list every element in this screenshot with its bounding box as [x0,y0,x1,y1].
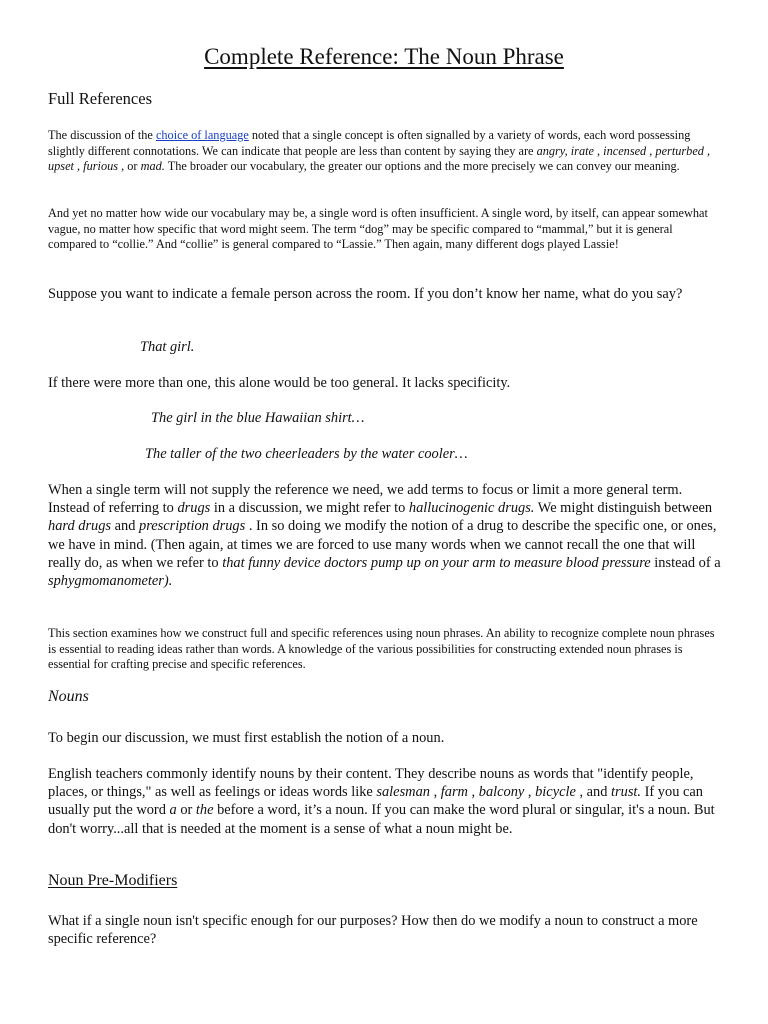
text-run: , [467,784,479,801]
text-run: . In so doing we modify the notion of a drug to describe the specific one, or ones, we have in mind. (Then again, at times we are forced to use many words when we cannot recall the one that will really do, as when we refer to [48,518,717,571]
italic-run: mad. [140,159,165,174]
text-run: or [176,802,196,819]
example-hawaiian-shirt: The girl in the blue Hawaiian shirt… [151,410,365,426]
text-run: noted that a single concept is often signalled by a variety of words, each word possessing slightly different connotations. We can indicate that people are less than content by saying they are [48,128,691,158]
text-run: , or [118,159,141,174]
italic-run: sphygmomanometer). [48,573,173,590]
italic-run: farm [440,784,468,801]
italic-run: prescription drugs [139,518,246,535]
paragraph-female-person: Suppose you want to indicate a female person across the room. If you don’t know her name, what do you say? [48,286,683,302]
paragraph-too-general: If there were more than one, this alone would be too general. It lacks specificity. [48,375,511,391]
italic-run: balcony [478,784,525,801]
heading-noun-pre-modifiers: Noun Pre-Modifiers [48,872,178,889]
heading-full-references: Full References [48,89,153,108]
paragraph-single-word: And yet no matter how wide our vocabulary may be, a single word is often insufficient. A single word, by itself, can appear somewhat vague, no matter how specific that word might seem. The term “dog” may be specific compared to “mammal,” but it is general compared to “collie.” And “collie” is general compared to “Lassie.” Then again, many different dogs played Lassie! [48,206,708,252]
italic-run: the [195,802,214,819]
page-title: Complete Reference: The Noun Phrase [204,44,564,69]
example-cheerleaders: The taller of the two cheerleaders by the water cooler… [145,446,468,462]
text-run: English teachers commonly identify nouns by their content. They describe nouns as words that "identify people, places, or things," as well as feelings or ideas words like [48,766,694,801]
paragraph-single-noun-question: What if a single noun isn't specific enough for our purposes? How then do we modify a noun to construct a more specific reference? [48,913,698,948]
italic-run: bicycle [535,784,576,801]
text-run: and [111,518,140,535]
italic-run: drugs [177,500,211,517]
text-run: When a single term will not supply the reference we need, we add terms to focus or limit a more general term. Instead of referring to [48,482,683,517]
italic-run: that funny device doctors pump up on your arm to measure blood pressure [222,554,651,571]
italic-run: angry, irate , incensed , perturbed , upset , furious [48,143,711,174]
heading-nouns: Nouns [48,688,89,705]
paragraph-modify-drugs [48,481,725,590]
italic-run: a [169,802,177,819]
italic-run: trust. [611,784,642,801]
text-run: The broader our vocabulary, the greater our options and the more precisely we can convey our meaning. [164,159,680,174]
text-run: instead of a [650,554,721,571]
text-run: The discussion of the [48,128,156,142]
paragraph-identify-nouns [48,765,725,838]
italic-run: salesman [376,784,430,801]
italic-run: hard drugs [48,518,112,535]
text-run: in a discussion, we might refer to [210,500,409,517]
text-run: , and [575,784,612,801]
paragraph-choice-of-language [48,128,723,175]
text-run: , [429,784,441,801]
text-run: We might distinguish between [534,500,713,517]
text-run: If you can usually put the word [48,784,703,819]
italic-run: hallucinogenic drugs. [408,500,535,517]
paragraph-section-overview: This section examines how we construct full and specific references using noun phrases. An ability to recognize complete noun phrases is essential to reading ideas rather than words. A knowledge of the various possibilities for constructing extended noun phrases is essential for crafting precise and specific references. [48,626,715,672]
paragraph-begin-discussion: To begin our discussion, we must first establish the notion of a noun. [48,730,445,746]
choice-of-language-link[interactable]: choice of language [155,128,249,142]
text-run: , [524,784,536,801]
example-that-girl: That girl. [140,339,195,355]
text-run: before a word, it’s a noun. If you can make the word plural or singular, it's a noun. But don't worry...all that is needed at the moment is a sense of what a noun might be. [48,802,715,837]
